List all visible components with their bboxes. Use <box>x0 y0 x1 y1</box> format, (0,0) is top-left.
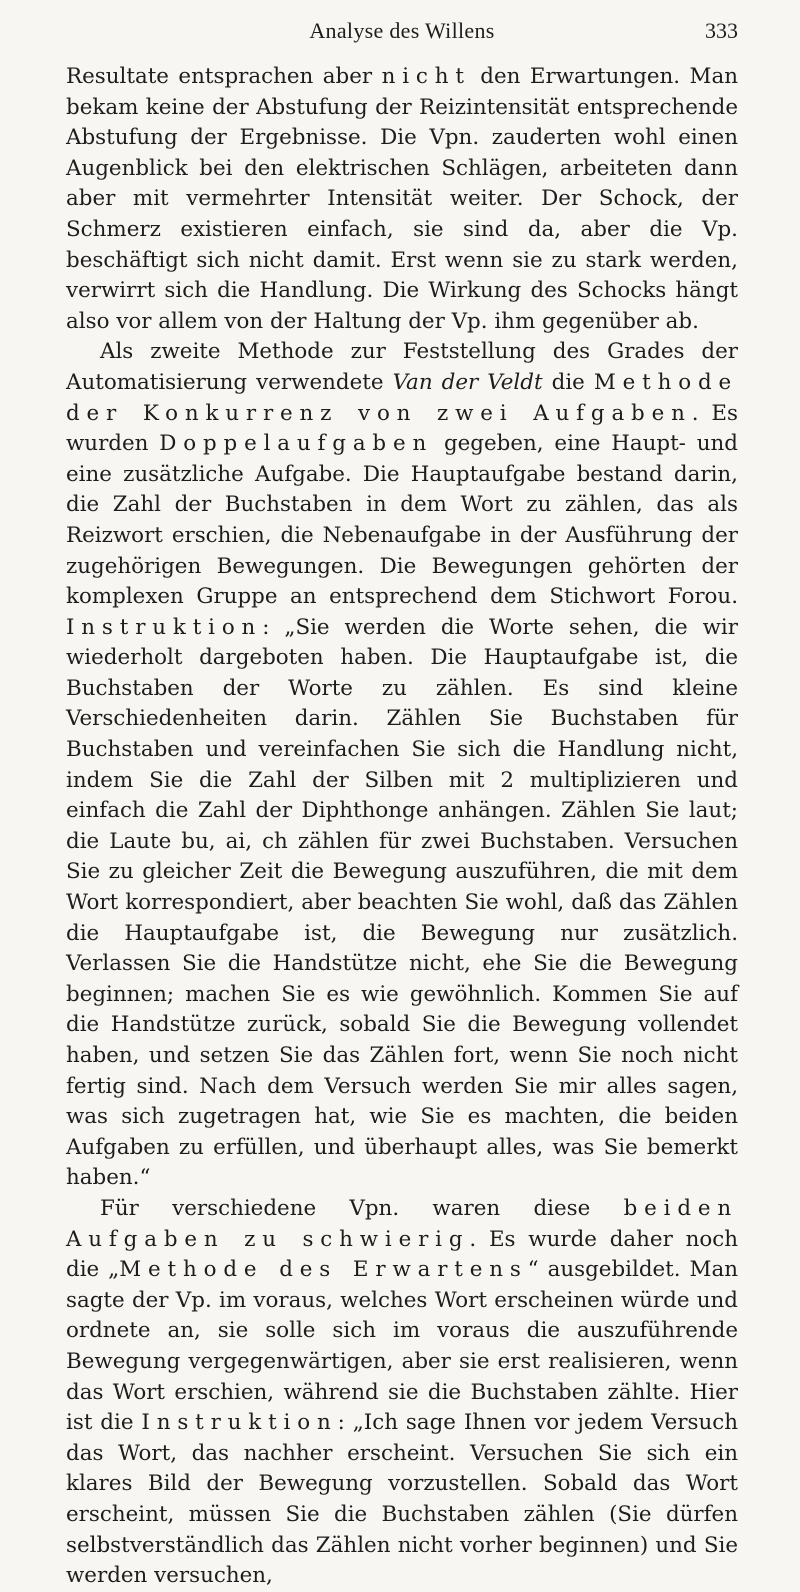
text-run: gegeben, eine Haupt- und eine zusätzliche Aufgabe. Die Hauptaufgabe bestand darin, die Zahl der Buchstaben in dem Wort zu zählen, das als Reizwort erschien, die Nebenaufgabe in der Ausführung der zugehörigen Bewegungen. Die Bewegungen gehörten der komplexen Gruppe an entsprechend dem Stichwort Forou. <box>66 431 738 610</box>
paragraph-2 <box>66 337 738 1194</box>
paragraph-3 <box>66 1194 738 1592</box>
text-run: . Es wurde daher noch die „ <box>66 1226 738 1283</box>
text-run: Für verschiedene Vpn. waren diese <box>100 1195 624 1221</box>
body-text <box>66 62 738 1592</box>
spaced-emphasis: Instruktion <box>141 1410 338 1436</box>
spaced-emphasis: Instruktion <box>66 614 263 640</box>
spaced-emphasis: Methode des Erwartens <box>119 1257 528 1283</box>
page-number: 333 <box>705 18 738 43</box>
spaced-emphasis: Methode der Konkurrenz von zwei Aufgaben <box>66 369 739 426</box>
text-run: . Es wurden <box>66 400 738 457</box>
running-title: Analyse des Willens <box>309 18 495 43</box>
text-run: Als zweite Methode zur Feststellung des Grades der Automatisierung verwendete <box>66 339 738 395</box>
spaced-emphasis: nicht <box>381 64 471 89</box>
spaced-emphasis: Doppelaufgaben <box>159 431 434 457</box>
book-page <box>66 18 738 1592</box>
text-run: Resultate entsprachen aber <box>66 64 382 89</box>
text-run: : „Sie werden die Worte sehen, die wir wiederholt dargeboten haben. Die Hauptaufgabe ist, die Buchstaben der Worte zu zählen. Es sind kleine Verschiedenheiten darin. Zählen Sie Buchstaben für Buchstaben und vereinfachen Sie sich die Handlung nicht, indem Sie die Zahl der Silben mit 2 multiplizieren und einfach die Zahl der Diphthonge anhängen. Zählen Sie laut; die Laute bu, ai, ch zählen für zwei Buchstaben. Versuchen Sie zu gleicher Zeit die Bewegung auszuführen, die mit dem Wort korrespondiert, aber beachten Sie wohl, daß das Zählen die Hauptaufgabe ist, die Bewegung nur zusätzlich. Verlassen Sie die Handstütze nicht, ehe Sie die Bewegung beginnen; machen Sie es wie gewöhnlich. Kommen Sie auf die Handstütze zurück, sobald Sie die Bewegung vollendet haben, und setzen Sie das Zählen fort, wenn Sie noch nicht fertig sind. Nach dem Versuch werden Sie mir alles sagen, was sich zugetragen hat, wie Sie es machten, die beiden Aufgaben zu erfüllen, und überhaupt alles, was Sie bemerkt haben.“ <box>66 614 738 1191</box>
text-run: die <box>542 369 594 395</box>
spaced-emphasis: beiden Aufgaben zu schwierig <box>66 1195 738 1252</box>
text-run: : „Ich sage Ihnen vor jedem Versuch das Wort, das nachher erscheint. Versuchen Sie sich ein klares Bild der Bewegung vorzustellen. Sobald das Wort erscheint, müssen Sie die Buchstaben zählen (Sie dürfen selbstverständlich das Zählen nicht vorher beginnen) und Sie werden versuchen, <box>66 1410 738 1589</box>
paragraph-1 <box>66 62 738 337</box>
text-run: “ ausgebildet. Man sagte der Vp. im voraus, welches Wort erscheinen würde und ordnete an, sie solle sich im voraus die auszuführende Bewegung vergegenwärtigen, aber sie erst realisieren, wenn das Wort erschien, während sie die Buchstaben zählte. Hier ist die <box>66 1257 738 1436</box>
text-run: den Erwartungen. Man bekam keine der Abstufung der Reizintensität entsprechende Abstufung der Ergebnisse. Die Vpn. zauderten wohl einen Augenblick bei den elektrischen Schlägen, arbeiteten dann aber mit vermehrter Intensität weiter. Der Schock, der Schmerz existieren einfach, sie sind da, aber die Vp. beschäftigt sich nicht damit. Erst wenn sie zu stark werden, verwirrt sich die Handlung. Die Wirkung des Schocks hängt also vor allem von der Haltung der Vp. ihm gegenüber ab. <box>66 64 738 334</box>
running-head <box>66 18 738 62</box>
author-name: Van der Veldt <box>392 369 543 395</box>
